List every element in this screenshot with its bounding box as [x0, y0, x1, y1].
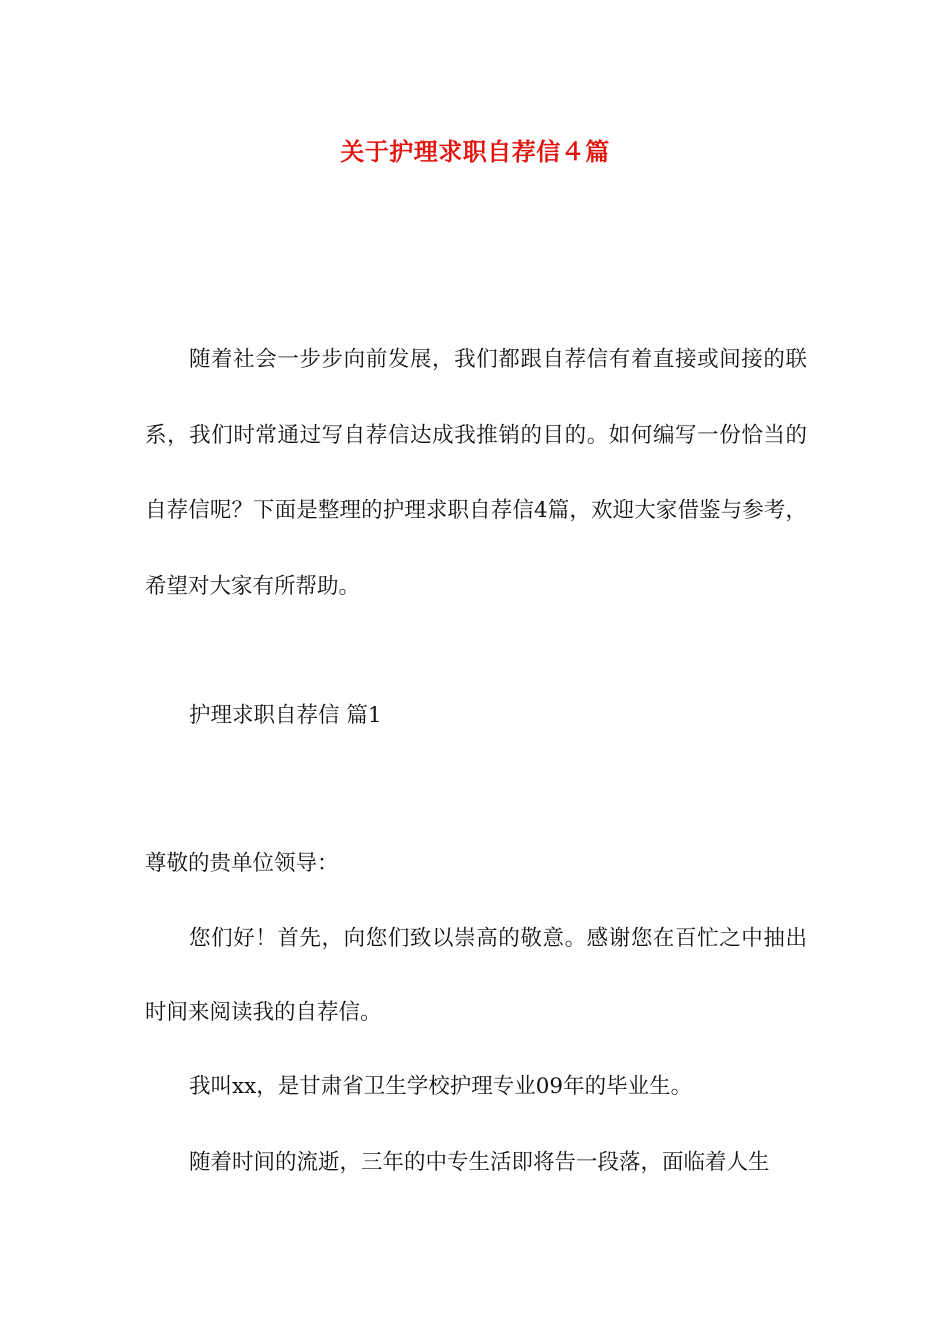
body-paragraph-3: 随着时间的流逝，三年的中专生活即将告一段落，面临着人生 — [189, 1150, 770, 1175]
body-paragraph-1: 您们好！首先，向您们致以崇高的敬意。感谢您在百忙之中抽出时间来阅读我的自荐信。 — [145, 926, 807, 1025]
document-title: 关于护理求职自荐信４篇 — [340, 137, 610, 166]
salutation: 尊敬的贵单位领导： — [145, 851, 339, 876]
section-heading: 护理求职自荐信 篇1 — [189, 703, 382, 728]
intro-paragraph: 随着社会一步步向前发展，我们都跟自荐信有着直接或间接的联系，我们时常通过写自荐信达成我推销的目的。如何编写一份恰当的自荐信呢？下面是整理的护理求职自荐信4篇，欢迎大家借鉴与参考，希望对大家有所帮助。 — [145, 347, 807, 599]
body-paragraph-2: 我叫xx，是甘肃省卫生学校护理专业09年的毕业生。 — [189, 1074, 693, 1099]
